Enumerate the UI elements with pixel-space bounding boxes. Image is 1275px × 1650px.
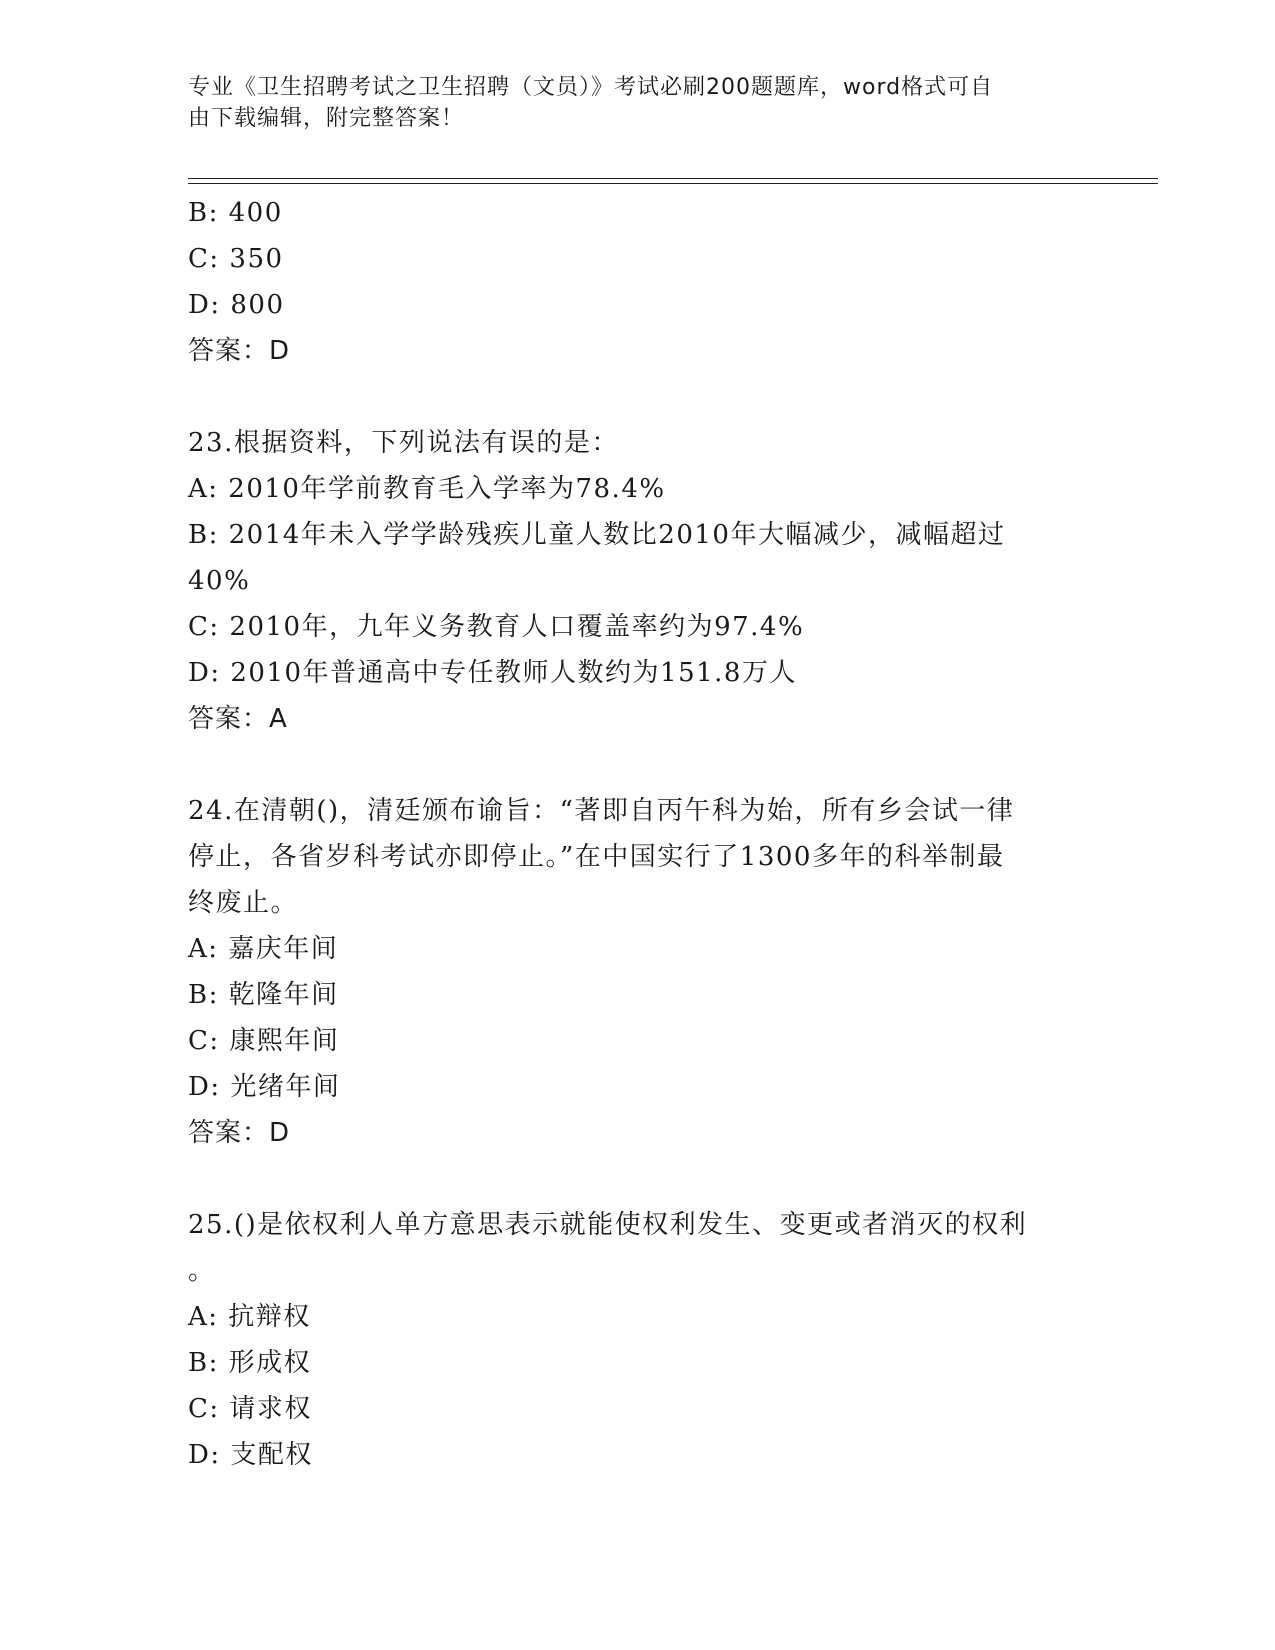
option-a: A: 抗辩权 [188, 1302, 311, 1332]
option-b: B: 400 [188, 198, 283, 228]
question-22-continued [188, 190, 1088, 374]
question-stem: 23.根据资料，下列说法有误的是： [188, 428, 619, 458]
answer: 答案：A [188, 704, 288, 734]
option-b: B: 2014年未入学学龄残疾儿童人数比2010年大幅减少，减幅超过 [188, 520, 1006, 550]
option-d: D: 2010年普通高中专任教师人数约为151.8万人 [188, 658, 797, 688]
question-23 [188, 420, 1088, 742]
answer: 答案：D [188, 336, 291, 366]
header-line-1: 专业《卫生招聘考试之卫生招聘（文员）》考试必刷200题题库，word格式可自 [188, 75, 994, 100]
document-header [188, 72, 1078, 134]
option-d: D: 光绪年间 [188, 1072, 341, 1102]
option-b-continued: 40% [188, 566, 251, 596]
question-list [188, 190, 1088, 1478]
answer: 答案：D [188, 1118, 291, 1148]
question-stem-line-2: 。 [188, 1256, 216, 1286]
question-stem-line-1: 24.在清朝()，清廷颁布谕旨：“著即自丙午科为始，所有乡会试一律 [188, 796, 1015, 826]
question-24 [188, 788, 1088, 1156]
spacer [188, 1156, 1088, 1202]
spacer [188, 742, 1088, 788]
option-c: C: 康熙年间 [188, 1026, 340, 1056]
option-b: B: 乾隆年间 [188, 980, 339, 1010]
option-a: A: 嘉庆年间 [188, 934, 339, 964]
question-stem-line-2: 停止，各省岁科考试亦即停止。”在中国实行了1300多年的科举制最 [188, 842, 1005, 872]
option-d: D: 800 [188, 290, 285, 320]
header-divider-top [188, 178, 1158, 179]
question-stem-line-3: 终废止。 [188, 888, 299, 918]
question-stem-line-1: 25.()是依权利人单方意思表示就能使权利发生、变更或者消灭的权利 [188, 1210, 1028, 1240]
question-25 [188, 1202, 1088, 1478]
option-c: C: 请求权 [188, 1394, 312, 1424]
option-c: C: 2010年，九年义务教育人口覆盖率约为97.4% [188, 612, 805, 642]
spacer [188, 374, 1088, 420]
option-c: C: 350 [188, 244, 284, 274]
option-a: A: 2010年学前教育毛入学率为78.4% [188, 474, 666, 504]
option-d: D: 支配权 [188, 1440, 313, 1470]
header-line-2: 由下载编辑，附完整答案！ [188, 106, 465, 131]
option-b: B: 形成权 [188, 1348, 312, 1378]
header-divider-bottom [188, 183, 1158, 184]
